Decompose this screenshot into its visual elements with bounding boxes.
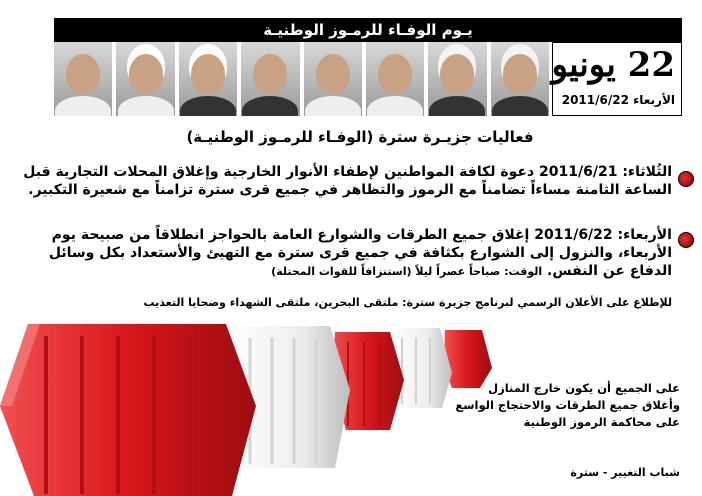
info-line: للإطلاع على الأعلان الرسمي لبرنامج جزيرة سترة: ملتقى البحرين، ملتقى الشهداء وضحايا التعذيب [143, 296, 672, 309]
portrait-7 [428, 42, 487, 116]
date-small: الأربعاء 2011/6/22 [561, 93, 675, 107]
top-banner [54, 18, 682, 42]
call-line-2: وأغلاق جميع الطرقات والاحتجاج الواسع [455, 398, 680, 412]
bullet-icon [678, 232, 694, 248]
call-to-action [420, 380, 680, 431]
portrait-8 [491, 42, 550, 116]
barrier-near-red [0, 324, 256, 496]
date-big: 22 يونيو [551, 45, 675, 85]
portraits-strip [54, 42, 550, 116]
event-wednesday-text: الأربعاء: 2011/6/22 إغلاق جميع الطرقات والشوارع العامة بالحواجز انطلاقاً من صبيحة يوم الأربعاء، والنزول إلى الشوارع بكثافة في جميع قرى سترة مع التهيئ والأستعداد بكل وسائل الدفاع عن النفس. [48, 227, 672, 279]
portrait-6 [366, 42, 425, 116]
portrait-2 [116, 42, 175, 116]
signature: شباب التغيير - سترة [570, 466, 680, 479]
events-subtitle: فعاليات جزيـرة سترة (الوفـاء للرمـوز الوطنيـة) [186, 128, 534, 146]
portrait-5 [304, 42, 363, 116]
banner-title: يـوم الوفـاء للرمـوز الوطنيـة [263, 21, 473, 39]
event-wednesday-note: الوقت: صباحاً عصراً ليلاً (استنزافاً للقوات المحتلة) [271, 265, 543, 278]
call-line-3: على محاكمة الرموز الوطنية [523, 415, 680, 429]
portrait-1 [54, 42, 113, 116]
event-wednesday [22, 226, 672, 281]
bullet-icon [678, 171, 694, 187]
event-tuesday: الثُلاثاء: 2011/6/21 دعوة لكافة المواطنين لإطفاء الأنوار الخارجية وإغلاق المحلات التجارية قبل الساعة الثامنة مساءاً تضامناً مع الرموز والتظاهر في جميع قرى سترة تزامناً مع شعيرة التكبير. [23, 164, 672, 198]
date-box [552, 42, 682, 116]
portrait-4 [241, 42, 300, 116]
call-line-1: على الجميع أن يكون خارج المنازل [488, 381, 680, 395]
portrait-3 [179, 42, 238, 116]
